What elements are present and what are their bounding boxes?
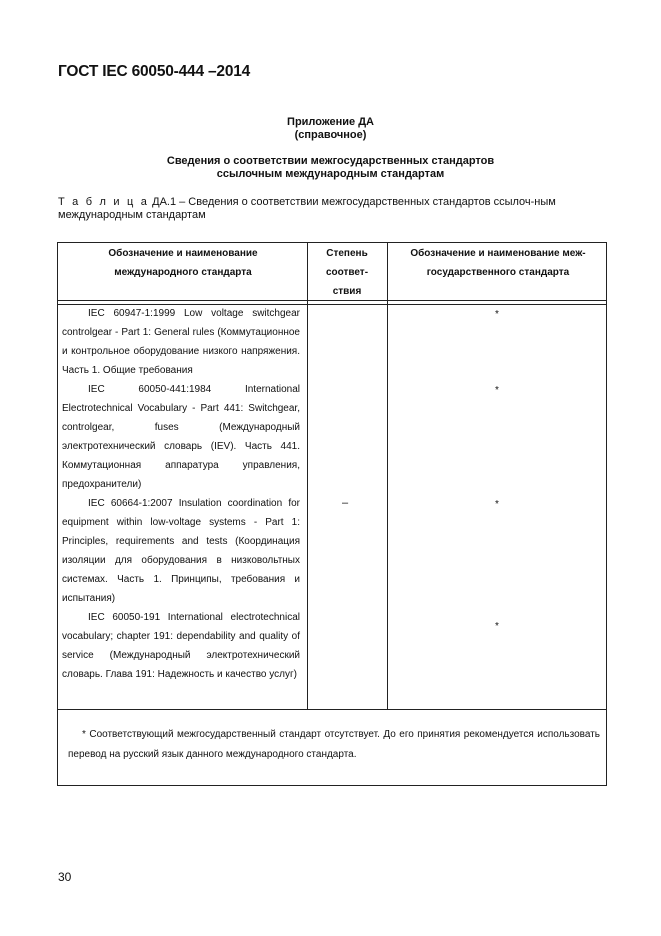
table-caption-text: ДА.1 – Сведения о соответствии межгосударственных стандартов ссылоч-ным международным стандартам [58, 196, 556, 221]
table-row [62, 608, 300, 684]
column-divider [307, 243, 308, 710]
interstate-standard-marker: * [495, 499, 499, 510]
annex-status: (справочное) [294, 129, 367, 141]
interstate-standard-marker: * [495, 621, 499, 632]
footnote-rule [58, 709, 606, 710]
table-row [62, 304, 300, 380]
international-standard: IEC 60947-1:1999 Low voltage switchgear controlgear - Part 1: General rules (Коммутационное и контрольное оборудование низкого напряжения. Часть 1. Общие требования [62, 308, 300, 376]
column-header-international: Обозначение и наименование международного стандарта [108, 248, 258, 278]
column-header-interstate: Обозначение и наименование меж-государственного стандарта [410, 248, 586, 278]
document-code-header: ГОСТ IEC 60050-444 –2014 [58, 63, 251, 80]
correspondence-table [57, 242, 607, 786]
column-header-degree: Степень соответ-ствия [325, 248, 369, 297]
page-number: 30 [58, 870, 72, 884]
table-caption-label: Т а б л и ц а [58, 196, 150, 208]
table-caption [58, 196, 603, 222]
table-row [62, 380, 300, 494]
interstate-standard-marker: * [495, 309, 499, 320]
annex-title: Приложение ДА [287, 116, 374, 128]
international-standards-list [62, 304, 300, 684]
annex-heading-line-1: Сведения о соответствии межгосударственных стандартов [166, 155, 495, 167]
column-divider [387, 243, 388, 710]
international-standard: IEC 60664-1:2007 Insulation coordination for equipment within low-voltage systems - Part 1: Principles, requirements and tests (Координация изоляции для оборудования в низковольтных системах. Часть 1. Принципы, требования и испытания) [62, 498, 300, 604]
annex-heading [0, 155, 661, 181]
international-standard: IEC 60050-191 International electrotechnical vocabulary; chapter 191: dependability and quality of service (Международный электротехнический словарь. Глава 191: Надежность и качество услуг) [62, 612, 300, 680]
table-footnote: * Соответствующий межгосударственный стандарт отсутствует. До его принятия рекомендуется использовать перевод на русский язык данного международного стандарта. [68, 729, 600, 760]
degree-value: – [342, 497, 349, 509]
table-row [62, 494, 300, 608]
interstate-standard-marker: * [495, 385, 499, 396]
annex-heading-line-2: ссылочным международным стандартам [216, 168, 445, 180]
international-standard: IEC 60050-441:1984 International Electrotechnical Vocabulary - Part 441: Switchgear, controlgear, fuses (Международный электротехнический словарь (IEV). Часть 441. Коммутационная аппаратура управления, предохранители) [62, 384, 300, 490]
